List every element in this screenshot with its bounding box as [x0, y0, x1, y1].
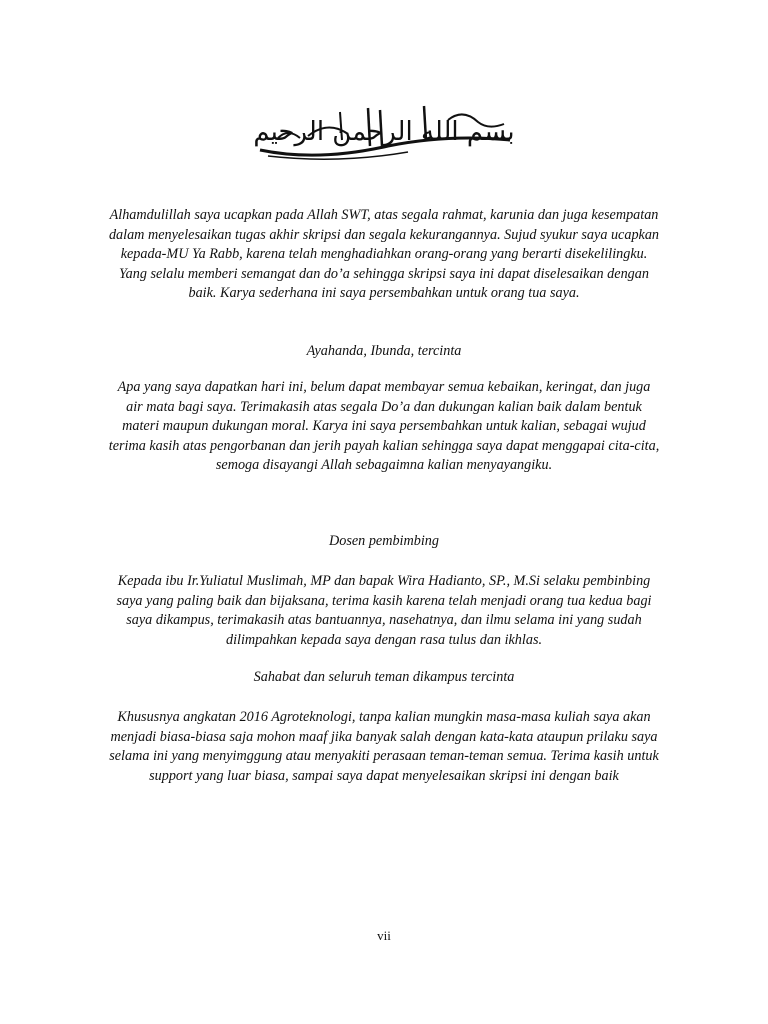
basmala-text: بسم الله الرحمن الرحيم [253, 117, 515, 147]
friends-paragraph: Khususnya angkatan 2016 Agroteknologi, tanpa kalian mungkin masa-masa kuliah saya akan menjadi biasa-biasa saja mohon maaf jika banyak salah dengan kata-kata ataupun prilaku saya selama ini yang menyimggung atau menyakiti perasaan teman-teman semua. Terima kasih untuk support yang luar biasa, sampai saya dapat menyelesaikan skripsi ini dengan baik [109, 709, 659, 784]
heading-supervisor: Dosen pembimbing [329, 533, 439, 549]
supervisor-paragraph: Kepada ibu Ir.Yuliatul Muslimah, MP dan bapak Wira Hadianto, SP., M.Si selaku pembinbing saya yang paling baik dan bijaksana, terima kasih karena telah menjadi orang tua kedua bagi saya dikampus, terimakasih atas bantuannya, nasehatnya, dan ilmu selama ini yang sudah dilimpahkan kepada saya dengan rasa tulus dan ikhlas. [116, 573, 652, 648]
heading-parents: Ayahanda, Ibunda, tercinta [306, 343, 462, 359]
heading-friends: Sahabat dan seluruh teman dikampus tercinta [253, 669, 515, 685]
parents-paragraph: Apa yang saya dapatkan hari ini, belum dapat membayar semua kebaikan, keringat, dan juga air mata bagi saya. Terimakasih atas segala Do’a dan dukungan kalian baik dalam bentuk materi maupun dukungan moral. Karya ini saya persembahkan untuk kalian, sebagai wujud terima kasih atas pengorbanan dan jerih payah kalian sehingga saya dapat menggapai cita-cita, semoga disayangi Allah sebagaimna kalian menyayangiku. [108, 379, 660, 474]
opening-paragraph: Alhamdulillah saya ucapkan pada Allah SWT, atas segala rahmat, karunia dan juga kesempatan dalam menyelesaikan tugas akhir skripsi dan segala kekurangannya. Sujud syukur saya ucapkan kepada-MU Ya Rabb, karena telah menghadiahkan orang-orang yang berarti disekelilingku. Yang selalu memberi semangat dan do’a sehingga skripsi saya ini dapat diselesaikan dengan baik. Karya sederhana ini saya persembahkan untuk orang tua saya. [108, 207, 660, 302]
basmala-calligraphy [248, 100, 520, 164]
page-number: vii [377, 928, 391, 943]
